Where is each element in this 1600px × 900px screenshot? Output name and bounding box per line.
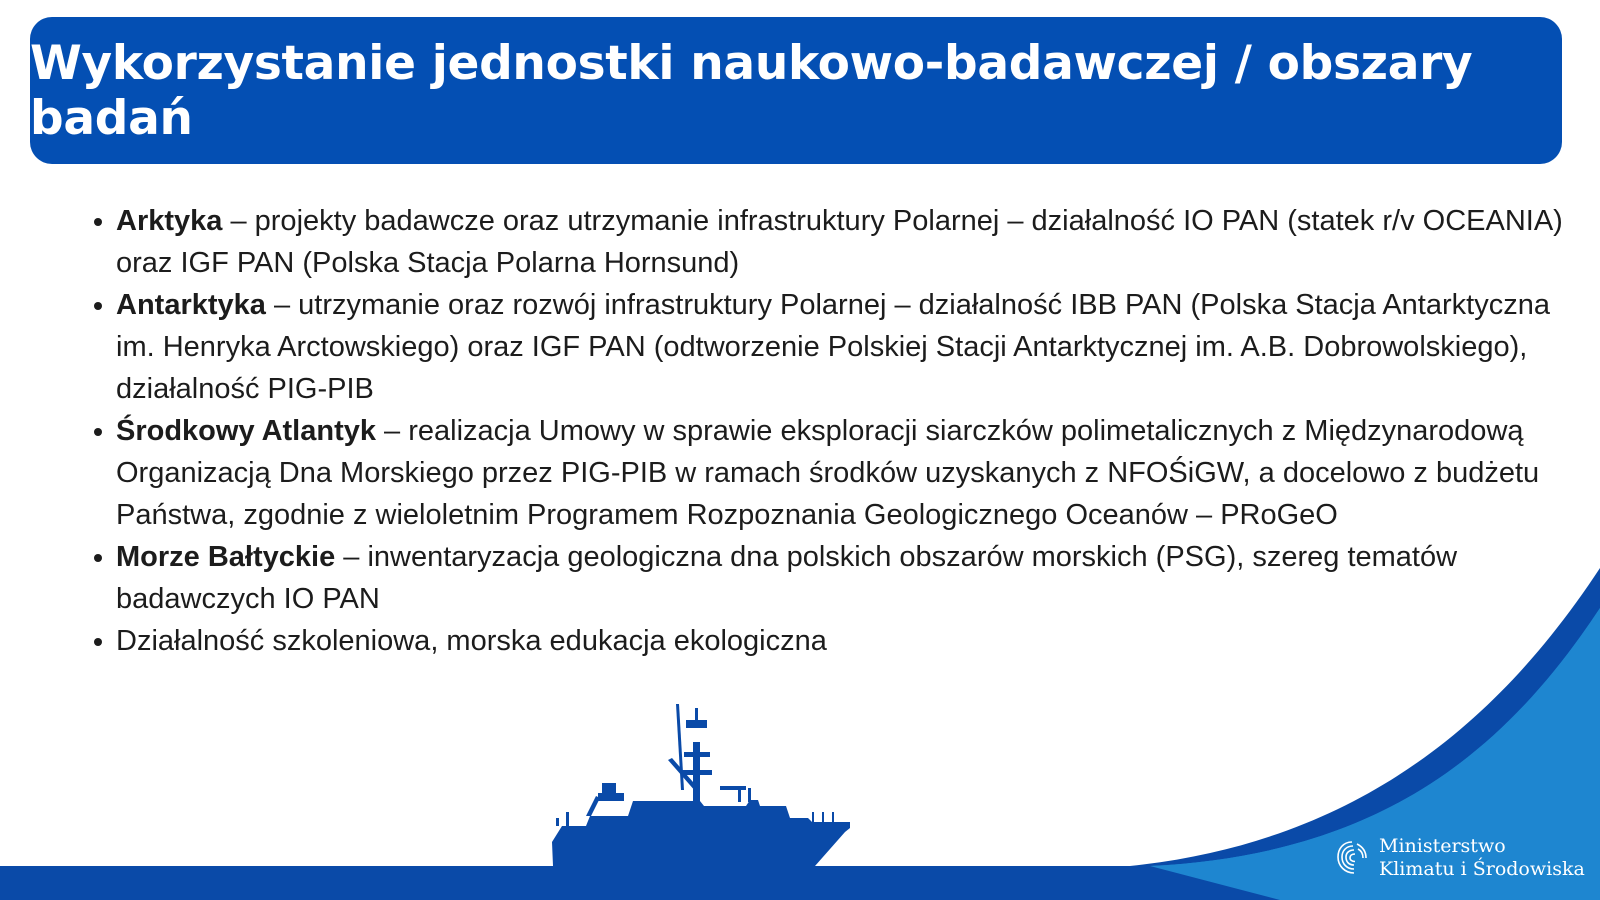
logo-line-1: Ministerstwo (1379, 835, 1506, 857)
title-banner (30, 17, 1562, 164)
bullet-text: – utrzymanie oraz rozwój infrastruktury Polarnej – działalność IBB PAN (Polska Stacja Antarktyczna im. Henryka Arctowskiego) oraz IGF PAN (odtworzenie Polskiej Stacji Antarktycznej im. A.B. Dobrowolskiego), działalność PIG-PIB (116, 289, 1550, 405)
ministry-logo (1335, 832, 1585, 884)
bullet-term: Arktyka (116, 205, 223, 237)
bullet-text: – projekty badawcze oraz utrzymanie infrastruktury Polarnej – działalność IO PAN (statek r/v OCEANIA) oraz IGF PAN (Polska Stacja Polarna Hornsund) (116, 205, 1563, 279)
list-item (116, 200, 1576, 284)
bullet-list (92, 200, 1576, 662)
list-item (116, 284, 1576, 410)
bullet-term: Antarktyka (116, 289, 266, 321)
list-item (116, 620, 1576, 662)
bullet-text: – realizacja Umowy w sprawie eksploracji siarczków polimetalicznych z Międzynarodową Organizacją Dna Morskiego przez PIG-PIB w ramach środków uzyskanych z NFOŚiGW, a docelowo z budżetu Państwa, zgodnie z wieloletnim Programem Rozpoznania Geologicznego Oceanów – PRoGeO (116, 415, 1540, 531)
list-item (116, 536, 1576, 620)
bullet-term: Morze Bałtyckie (116, 541, 336, 573)
page-title: Wykorzystanie jednostki naukowo-badawczej / obszary badań (30, 35, 1473, 146)
ship-silhouette-icon (552, 704, 850, 866)
swirl-logo-icon (1335, 838, 1369, 878)
bullet-text: Działalność szkoleniowa, morska edukacja ekologiczna (116, 625, 827, 657)
bullet-term: Środkowy Atlantyk (116, 415, 376, 447)
logo-line-2: Klimatu i Środowiska (1379, 858, 1585, 880)
list-item (116, 410, 1576, 536)
bullet-text: – inwentaryzacja geologiczna dna polskich obszarów morskich (PSG), szereg tematów badawczych IO PAN (116, 541, 1458, 615)
